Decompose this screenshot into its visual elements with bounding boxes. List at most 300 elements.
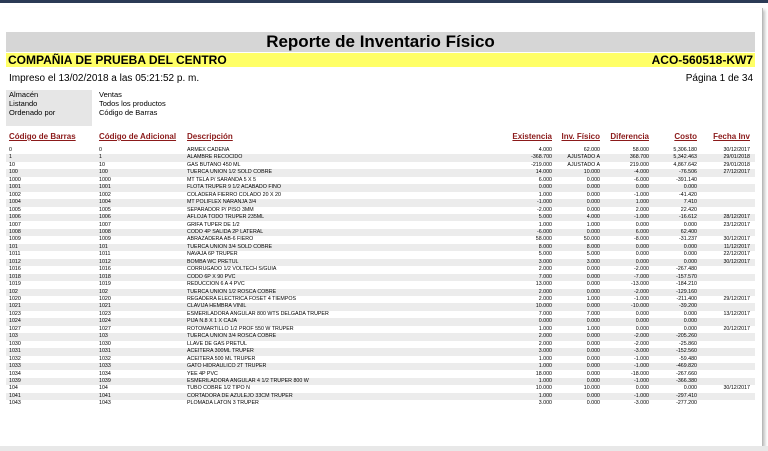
window-bottom-edge: [0, 446, 768, 451]
table-row: [6, 393, 755, 400]
date-cell: 30/12/2017: [723, 258, 750, 265]
existence-cell: 0.000: [538, 184, 552, 191]
table-row: [6, 177, 755, 184]
additional-code-cell: 1016: [99, 266, 111, 273]
additional-code-cell: 102: [99, 288, 108, 295]
additional-code-cell: 1031: [99, 348, 111, 355]
difference-cell: 0.000: [635, 243, 649, 250]
existence-cell: 10.000: [535, 303, 552, 310]
difference-cell: 0.000: [635, 318, 649, 325]
barcode-cell: 1019: [9, 281, 21, 288]
difference-cell: 58.000: [632, 147, 649, 153]
difference-cell: -1.000: [633, 363, 649, 370]
existence-cell: 13.000: [535, 281, 552, 288]
description-cell: TUBO COBRE 1/2 TIPO N: [187, 385, 250, 392]
additional-code-cell: 1008: [99, 228, 111, 235]
description-cell: TUERCA UNION 1/2 SOLD COBRE: [187, 169, 273, 176]
description-cell: ESMERILADORA ANGULAR 800 WTS DELGADA TRUPER: [187, 310, 329, 317]
cost-cell: -205.260: [676, 333, 697, 340]
barcode-cell: 101: [9, 243, 18, 250]
description-cell: ABRAZADERA AB-6 FIERO: [187, 236, 254, 243]
barcode-cell: 1007: [9, 221, 21, 228]
difference-cell: 0.000: [635, 325, 649, 332]
existence-cell: 5.000: [538, 214, 552, 221]
cost-cell: -41.420: [679, 191, 697, 198]
existence-cell: 7.000: [538, 273, 552, 280]
description-cell: TUERCA UNION 3/4 SOLD COBRE: [187, 243, 273, 250]
date-cell: 30/12/2017: [723, 236, 750, 243]
barcode-cell: 1018: [9, 273, 21, 280]
difference-cell: -1.000: [633, 377, 649, 384]
cost-cell: -297.410: [676, 392, 697, 399]
difference-cell: -13.000: [631, 281, 649, 288]
cost-cell: 0.000: [683, 243, 697, 250]
table-row: [6, 274, 755, 281]
table-row: [6, 192, 755, 199]
difference-cell: -8.000: [633, 236, 649, 243]
physical-count-cell: 10.000: [583, 385, 600, 392]
physical-count-cell: 0.000: [586, 281, 600, 288]
description-cell: FLOTA TRUPER 9 1/2 ACABADO FINO: [187, 184, 281, 191]
company-bar: [6, 53, 755, 67]
barcode-cell: 1020: [9, 296, 21, 302]
cost-cell: 0.000: [683, 221, 697, 228]
additional-code-cell: 1018: [99, 273, 111, 280]
cost-cell: -267.480: [676, 266, 697, 273]
date-cell: 30/12/2017: [723, 147, 750, 153]
additional-code-cell: 1006: [99, 214, 111, 221]
barcode-cell: 1008: [9, 228, 21, 235]
physical-count-cell: 4.000: [586, 214, 600, 221]
table-row: [6, 281, 755, 288]
cost-cell: -157.570: [676, 273, 697, 280]
physical-count-cell: 0.000: [586, 206, 600, 213]
column-header-cost: Costo: [674, 132, 697, 141]
barcode-cell: 103: [9, 333, 18, 340]
additional-code-cell: 1001: [99, 184, 111, 191]
existence-cell: 1.000: [538, 363, 552, 370]
table-row: [6, 214, 755, 221]
column-header-barcode: Código de Barras: [9, 132, 76, 141]
difference-cell: -2.000: [633, 333, 649, 340]
physical-count-cell: 0.000: [586, 333, 600, 340]
difference-cell: 6.000: [635, 228, 649, 235]
additional-code-cell: 1043: [99, 400, 111, 407]
cost-cell: -267.660: [676, 370, 697, 377]
table-row: [6, 311, 755, 318]
existence-cell: 0.000: [538, 318, 552, 325]
existence-cell: 2.000: [538, 296, 552, 302]
date-cell: 13/12/2017: [723, 310, 750, 317]
cost-cell: -76.506: [679, 169, 697, 176]
cost-cell: -152.560: [676, 348, 697, 355]
difference-cell: -1.000: [633, 191, 649, 198]
cost-cell: 5,306.180: [673, 147, 697, 153]
additional-code-cell: 1000: [99, 176, 111, 183]
barcode-cell: 1031: [9, 348, 21, 355]
company-code: ACO-560518-KW7: [651, 53, 753, 67]
column-header-description: Descripción: [187, 132, 233, 141]
additional-code-cell: 1: [99, 154, 102, 161]
additional-code-cell: 1033: [99, 363, 111, 370]
physical-count-cell: 0.000: [586, 370, 600, 377]
cost-cell: -366.380: [676, 377, 697, 384]
table-row: [6, 184, 755, 191]
additional-code-cell: 1019: [99, 281, 111, 288]
additional-code-cell: 1011: [99, 251, 111, 258]
table-row: [6, 348, 755, 355]
description-cell: PIJA N.8 X 1 X CAJA: [187, 318, 238, 325]
description-cell: ESMERILADORA ANGULAR 4 1/2 TRUPER 800 W: [187, 377, 309, 384]
description-cell: NAVAJA 6P TRUPER: [187, 251, 238, 258]
report-page: [0, 8, 763, 446]
table-row: [6, 363, 755, 370]
barcode-cell: 1004: [9, 199, 21, 206]
cost-cell: 0.000: [683, 318, 697, 325]
existence-cell: 58.000: [535, 236, 552, 243]
description-cell: TUERCA UNION 3/4 ROSCA COBRE: [187, 333, 277, 340]
description-cell: GAS BUTANO 450 ML: [187, 161, 241, 168]
physical-count-cell: 0.000: [586, 348, 600, 355]
additional-code-cell: 1032: [99, 355, 111, 362]
additional-code-cell: 103: [99, 333, 108, 340]
barcode-cell: 1033: [9, 363, 21, 370]
table-row: [6, 400, 755, 407]
existence-cell: -6.000: [536, 228, 552, 235]
table-row: [6, 289, 755, 296]
table-row: [6, 251, 755, 258]
description-cell: MT POLIFLEX NARANJA 3/4: [187, 199, 257, 206]
description-cell: TUERCA UNION 1/2 ROSCA COBRE: [187, 288, 277, 295]
difference-cell: 219.000: [629, 161, 649, 168]
table-row: [6, 169, 755, 176]
table-row: [6, 303, 755, 310]
barcode-cell: 1023: [9, 310, 21, 317]
additional-code-cell: 1041: [99, 392, 111, 399]
physical-count-cell: 0.000: [586, 400, 600, 407]
column-header-physical: Inv. Físico: [561, 132, 600, 141]
cost-cell: -391.140: [676, 176, 697, 183]
physical-count-cell: 0.000: [586, 191, 600, 198]
additional-code-cell: 1020: [99, 296, 111, 302]
page-number: Página 1 de 34: [685, 73, 753, 84]
physical-count-cell: 0.000: [586, 266, 600, 273]
table-row: [6, 371, 755, 378]
cost-cell: 62.400: [680, 228, 697, 235]
barcode-cell: 1005: [9, 206, 21, 213]
difference-cell: 368.700: [629, 154, 649, 161]
difference-cell: -18.000: [631, 370, 649, 377]
description-cell: REDUCCION 6 A 4 PVC: [187, 281, 245, 288]
additional-code-cell: 101: [99, 243, 108, 250]
physical-count-cell: 10.000: [583, 169, 600, 176]
physical-count-cell: 0.000: [586, 392, 600, 399]
table-row: [6, 326, 755, 333]
barcode-cell: 1000: [9, 176, 21, 183]
existence-cell: 1.000: [538, 392, 552, 399]
description-cell: LLAVE DE GAS PRETUL: [187, 340, 247, 347]
difference-cell: -10.000: [631, 303, 649, 310]
table-row: [6, 199, 755, 206]
difference-cell: 2.000: [635, 206, 649, 213]
barcode-cell: 1032: [9, 355, 21, 362]
date-cell: 22/12/2017: [723, 251, 750, 258]
description-cell: YEE 4P PVC: [187, 370, 218, 377]
barcode-cell: 102: [9, 288, 18, 295]
existence-cell: -219.000: [531, 161, 552, 168]
column-header-existence: Existencia: [512, 132, 552, 141]
description-cell: CORRUGADO 1/2 VOLTECH S/GUIA: [187, 266, 277, 273]
date-cell: 28/12/2017: [723, 214, 750, 221]
barcode-cell: 1009: [9, 236, 21, 243]
cost-cell: -184.210: [676, 281, 697, 288]
description-cell: PLOMADA LATON 3 TRUPER: [187, 400, 259, 407]
existence-cell: -368.700: [531, 154, 552, 161]
existence-cell: 5.000: [538, 251, 552, 258]
description-cell: GRIFA TUPER DE 1/2: [187, 221, 240, 228]
table-row: [6, 378, 755, 385]
additional-code-cell: 0: [99, 147, 102, 153]
existence-cell: 1.000: [538, 325, 552, 332]
existence-cell: 14.000: [535, 169, 552, 176]
barcode-cell: 1024: [9, 318, 21, 325]
cost-cell: 0.000: [683, 258, 697, 265]
difference-cell: -2.000: [633, 288, 649, 295]
description-cell: ARMEX CADENA: [187, 147, 230, 153]
description-cell: BOMBA WC PRETUL: [187, 258, 239, 265]
physical-count-cell: 0.000: [586, 288, 600, 295]
additional-code-cell: 1007: [99, 221, 111, 228]
barcode-cell: 1012: [9, 258, 21, 265]
date-cell: 23/12/2017: [723, 221, 750, 228]
physical-count-cell: 3.000: [586, 258, 600, 265]
cost-cell: 0.000: [683, 310, 697, 317]
existence-cell: 3.000: [538, 400, 552, 407]
existence-cell: 1.000: [538, 221, 552, 228]
existence-cell: 1.000: [538, 377, 552, 384]
difference-cell: -3.000: [633, 348, 649, 355]
barcode-cell: 1041: [9, 392, 21, 399]
description-cell: AFLOJA TODO TRUPER 235ML: [187, 214, 265, 221]
cost-cell: -31.237: [679, 236, 697, 243]
difference-cell: 1.000: [635, 199, 649, 206]
barcode-cell: 1006: [9, 214, 21, 221]
physical-count-cell: 0.000: [586, 199, 600, 206]
table-row: [6, 154, 755, 161]
table-row: [6, 333, 755, 340]
difference-cell: -2.000: [633, 340, 649, 347]
existence-cell: 8.000: [538, 243, 552, 250]
cost-cell: -277.200: [676, 400, 697, 407]
description-cell: ACEITERA 300ML TRUPER: [187, 348, 254, 355]
filter-value-listing: Todos los productos: [99, 99, 166, 108]
column-header-additional: Código de Adicional: [99, 132, 177, 141]
description-cell: CLAVIJA HEMBRA VINIL: [187, 303, 247, 310]
additional-code-cell: 1004: [99, 199, 111, 206]
filter-value-warehouse: Ventas: [99, 90, 122, 99]
physical-count-cell: 1.000: [586, 325, 600, 332]
cost-cell: 5,342.463: [673, 154, 697, 161]
difference-cell: 0.000: [635, 251, 649, 258]
barcode-cell: 104: [9, 385, 18, 392]
physical-count-cell: 50.000: [583, 236, 600, 243]
cost-cell: -39.200: [679, 303, 697, 310]
existence-cell: 1.000: [538, 191, 552, 198]
cost-cell: -16.612: [679, 214, 697, 221]
date-cell: 30/12/2017: [723, 385, 750, 392]
filter-label-listing: Listando: [9, 99, 38, 108]
cost-cell: -211.400: [676, 296, 697, 302]
date-cell: 20/12/2017: [723, 325, 750, 332]
physical-count-cell: 8.000: [586, 243, 600, 250]
physical-count-cell: AJUSTADO A: [567, 161, 600, 168]
description-cell: REGADERA ELECTRICA FOSET 4 TIEMPOS: [187, 296, 297, 302]
barcode-cell: 1043: [9, 400, 21, 407]
cost-cell: 0.000: [683, 251, 697, 258]
table-row: [6, 222, 755, 229]
cost-cell: 0.000: [683, 184, 697, 191]
existence-cell: -1.000: [536, 199, 552, 206]
description-cell: CODO 4P SALIDA 2P LATERAL: [187, 228, 264, 235]
difference-cell: 0.000: [635, 258, 649, 265]
difference-cell: -1.000: [633, 355, 649, 362]
description-cell: ACEITERA 500 ML TRUPER: [187, 355, 256, 362]
cost-cell: 0.000: [683, 325, 697, 332]
additional-code-cell: 104: [99, 385, 108, 392]
cost-cell: 7.410: [683, 199, 697, 206]
physical-count-cell: 5.000: [586, 251, 600, 258]
existence-cell: 1.000: [538, 355, 552, 362]
existence-cell: 2.000: [538, 288, 552, 295]
additional-code-cell: 1012: [99, 258, 111, 265]
filter-value-order: Código de Barras: [99, 108, 158, 117]
report-title: Reporte de Inventario Físico: [6, 32, 755, 52]
additional-code-cell: 1021: [99, 303, 111, 310]
difference-cell: -4.000: [633, 169, 649, 176]
cost-cell: -469.820: [676, 363, 697, 370]
barcode-cell: 1034: [9, 370, 21, 377]
additional-code-cell: 1002: [99, 191, 111, 198]
existence-cell: 18.000: [535, 370, 552, 377]
barcode-cell: 1: [9, 154, 12, 161]
barcode-cell: 1030: [9, 340, 21, 347]
table-row: [6, 356, 755, 363]
table-row: [6, 147, 755, 154]
cost-cell: 4,867.642: [673, 161, 697, 168]
column-header-difference: Diferencia: [610, 132, 649, 141]
date-cell: 29/01/2018: [723, 154, 750, 161]
physical-count-cell: 0.000: [586, 303, 600, 310]
table-row: [6, 341, 755, 348]
difference-cell: -1.000: [633, 392, 649, 399]
table-row: [6, 244, 755, 251]
barcode-cell: 1002: [9, 191, 21, 198]
table-row: [6, 318, 755, 325]
difference-cell: 0.000: [635, 385, 649, 392]
additional-code-cell: 1027: [99, 325, 111, 332]
difference-cell: -1.000: [633, 296, 649, 302]
date-cell: 29/01/2018: [723, 161, 750, 168]
physical-count-cell: 7.000: [586, 310, 600, 317]
barcode-cell: 100: [9, 169, 18, 176]
report-filters: [6, 90, 755, 126]
physical-count-cell: 0.000: [586, 363, 600, 370]
company-name: COMPAÑIA DE PRUEBA DEL CENTRO: [8, 53, 227, 67]
difference-cell: -2.000: [633, 266, 649, 273]
physical-count-cell: 0.000: [586, 318, 600, 325]
additional-code-cell: 1023: [99, 310, 111, 317]
description-cell: SEPARADOR P/ PISO 3MM: [187, 206, 254, 213]
physical-count-cell: 0.000: [586, 273, 600, 280]
cost-cell: 22.420: [680, 206, 697, 213]
difference-cell: 0.000: [635, 184, 649, 191]
existence-cell: 6.000: [538, 176, 552, 183]
physical-count-cell: 1.000: [586, 296, 600, 302]
existence-cell: 3.000: [538, 258, 552, 265]
filter-label-order: Ordenado por: [9, 108, 56, 117]
additional-code-cell: 1009: [99, 236, 111, 243]
additional-code-cell: 1005: [99, 206, 111, 213]
physical-count-cell: 0.000: [586, 228, 600, 235]
filter-label-warehouse: Almacén: [9, 90, 39, 99]
existence-cell: 2.000: [538, 266, 552, 273]
difference-cell: 0.000: [635, 310, 649, 317]
table-row: [6, 236, 755, 243]
barcode-cell: 1011: [9, 251, 21, 258]
existence-cell: 4.000: [538, 147, 552, 153]
barcode-cell: 0: [9, 147, 12, 153]
physical-count-cell: 0.000: [586, 355, 600, 362]
description-cell: CODO 6P X 90 PVC: [187, 273, 236, 280]
physical-count-cell: 0.000: [586, 340, 600, 347]
description-cell: MT TELA P/ SARANDA 5 X 5: [187, 176, 256, 183]
existence-cell: -2.000: [536, 206, 552, 213]
description-cell: CORTADORA DE AZULEJO 33CM TRUPER: [187, 392, 293, 399]
barcode-cell: 1001: [9, 184, 21, 191]
physical-count-cell: 0.000: [586, 184, 600, 191]
additional-code-cell: 1034: [99, 370, 111, 377]
physical-count-cell: 0.000: [586, 377, 600, 384]
difference-cell: -1.000: [633, 214, 649, 221]
existence-cell: 7.000: [538, 310, 552, 317]
table-row: [6, 259, 755, 266]
column-header-date: Fecha Inv: [713, 132, 750, 141]
difference-cell: -7.000: [633, 273, 649, 280]
description-cell: ALAMBRE RECOCIDO: [187, 154, 243, 161]
additional-code-cell: 100: [99, 169, 108, 176]
table-row: [6, 207, 755, 214]
date-cell: 29/12/2017: [723, 296, 750, 302]
existence-cell: 3.000: [538, 348, 552, 355]
additional-code-cell: 1039: [99, 377, 111, 384]
barcode-cell: 1039: [9, 377, 21, 384]
existence-cell: 10.000: [535, 385, 552, 392]
barcode-cell: 1027: [9, 325, 21, 332]
cost-cell: -129.160: [676, 288, 697, 295]
window-top-border: [0, 0, 768, 3]
cost-cell: 0.000: [683, 385, 697, 392]
table-row: [6, 162, 755, 169]
physical-count-cell: AJUSTADO A: [567, 154, 600, 161]
table-row: [6, 266, 755, 273]
physical-count-cell: 0.000: [586, 176, 600, 183]
barcode-cell: 1016: [9, 266, 21, 273]
table-row: [6, 385, 755, 392]
description-cell: COLADERA FIERRO COLADO 20 X 20: [187, 191, 281, 198]
additional-code-cell: 1030: [99, 340, 111, 347]
barcode-cell: 10: [9, 161, 15, 168]
date-cell: 11/12/2017: [723, 243, 750, 250]
